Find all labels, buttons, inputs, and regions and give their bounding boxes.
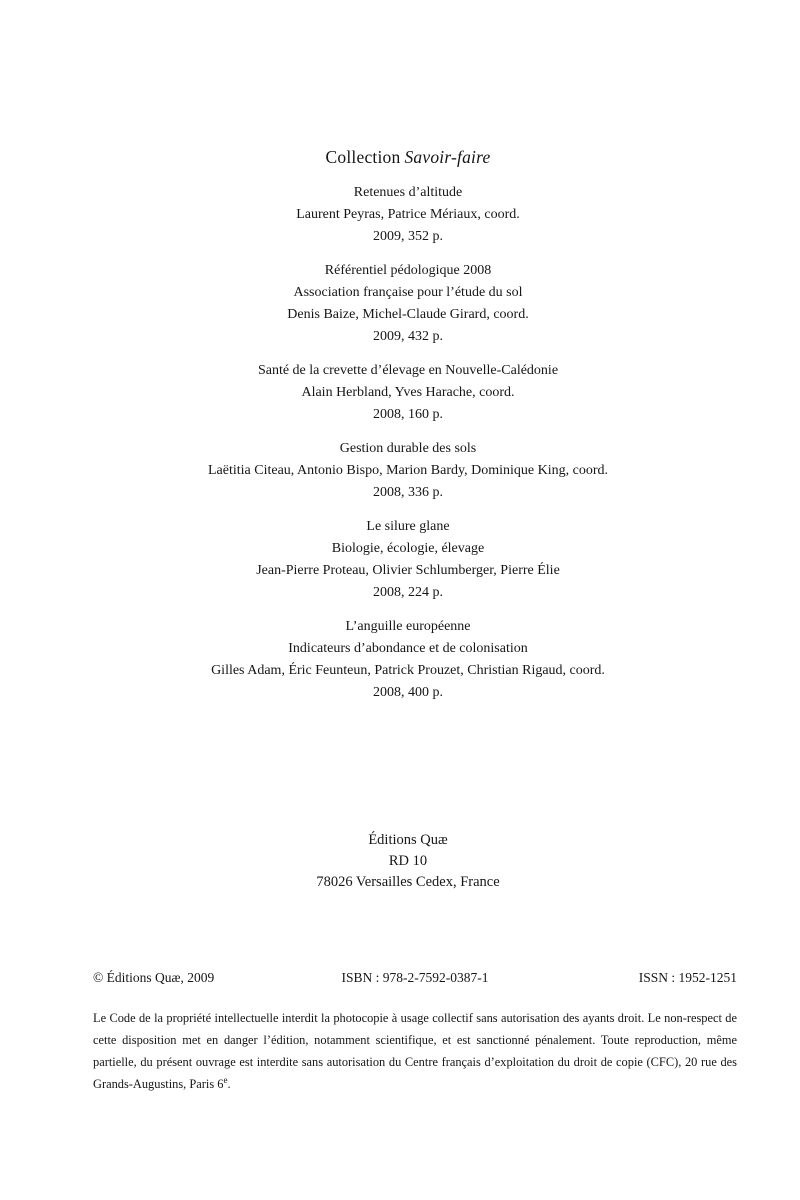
book-entry [16, 260, 800, 348]
imprint-row [93, 968, 737, 988]
book-line: Association française pour l’étude du sol [293, 285, 523, 300]
book-line: Laëtitia Citeau, Antonio Bispo, Marion Bardy, Dominique King, coord. [208, 463, 608, 478]
book-entry [16, 182, 800, 248]
issn-number: ISSN : 1952-1251 [638, 970, 737, 985]
book-line: Référentiel pédologique 2008 [324, 263, 492, 278]
book-entry [16, 438, 800, 504]
copyright-notice: © Éditions Quæ, 2009 [93, 970, 215, 985]
book-line: Indicateurs d’abondance et de colonisation [288, 641, 528, 656]
legal-notice [93, 1007, 737, 1095]
book-entry [16, 516, 800, 604]
book-line: Laurent Peyras, Patrice Mériaux, coord. [296, 207, 520, 222]
book-line: 2008, 224 p. [373, 585, 443, 600]
publisher-address: RD 10 [388, 853, 428, 869]
legal-notice-period: . [227, 1077, 231, 1091]
publisher-city: 78026 Versailles Cedex, France [316, 874, 500, 890]
book-line: Gilles Adam, Éric Feunteun, Patrick Prouzet, Christian Rigaud, coord. [211, 663, 605, 678]
book-line: Gestion durable des sols [339, 441, 477, 456]
book-line: 2009, 432 p. [373, 329, 443, 344]
book-line: L’anguille européenne [345, 619, 471, 634]
publisher-name: Éditions Quæ [368, 832, 448, 848]
book-line: 2009, 352 p. [373, 229, 443, 244]
book-line: 2008, 160 p. [373, 407, 443, 422]
publisher-block [16, 830, 800, 893]
book-line: Denis Baize, Michel-Claude Girard, coord. [287, 307, 529, 322]
book-line: 2008, 336 p. [373, 485, 443, 500]
legal-notice-superscript: e [223, 1074, 228, 1085]
collection-title-label: Collection [325, 147, 401, 167]
book-line: Jean-Pierre Proteau, Olivier Schlumberger, Pierre Élie [256, 563, 560, 578]
collection-title-name: Savoir-faire [404, 147, 491, 167]
book-list [16, 182, 800, 704]
book-line: Retenues d’altitude [353, 185, 463, 200]
book-line: Alain Herbland, Yves Harache, coord. [301, 385, 515, 400]
legal-notice-text: Le Code de la propriété intellectuelle interdit la photocopie à usage collectif sans autorisation des ayants droit. Le non-respect de cette disposition met en danger l’édition, notamment scientifique, et est sanctionné pénalement. Toute reproduction, même partielle, du présent ouvrage est interdite sans autorisation du Centre français d’exploitation du droit de copie (CFC), 20 rue des Grands-Augustins, Paris 6 [93, 1011, 737, 1091]
collection-title [16, 146, 800, 168]
book-line: Le silure glane [366, 519, 450, 534]
book-line: 2008, 400 p. [373, 685, 443, 700]
book-line: Biologie, écologie, élevage [331, 541, 485, 556]
book-line: Santé de la crevette d’élevage en Nouvelle-Calédonie [257, 363, 559, 378]
book-entry [16, 360, 800, 426]
isbn-number: ISBN : 978-2-7592-0387-1 [341, 970, 489, 985]
book-entry [16, 616, 800, 704]
